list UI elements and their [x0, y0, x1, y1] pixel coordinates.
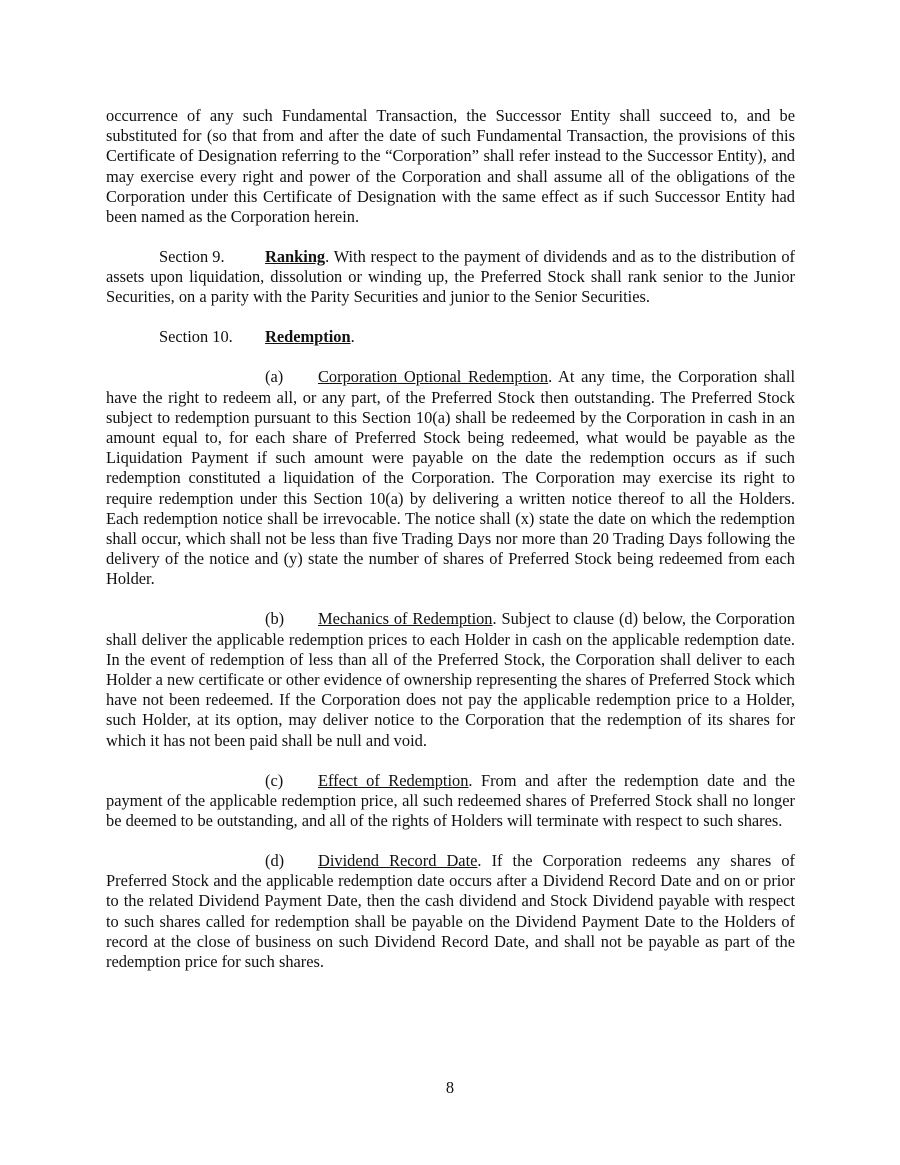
subsection-b-paragraph	[106, 609, 795, 750]
subsection-d-text: . If the Corporation redeems any shares of Preferred Stock and the applicable redemption date occurs after a Dividend Record Date and on or prior to the related Dividend Payment Date, then the cash dividend and Stock Dividend payable with respect to such shares called for redemption shall be payable on the Dividend Payment Date to the Holders of record at the close of business on such Dividend Record Date, and shall not be payable as part of the redemption price for such shares.	[106, 851, 795, 972]
subsection-c-heading: Effect of Redemption	[318, 770, 469, 790]
subsection-a-heading: Corporation Optional Redemption	[318, 367, 549, 387]
section-10-number: Section 10.	[159, 327, 233, 347]
section-9-paragraph	[106, 247, 795, 308]
subsection-d-paragraph	[106, 851, 795, 972]
subsection-c-label: (c)	[265, 770, 284, 790]
page-number: 8	[445, 1078, 455, 1097]
subsection-d-label: (d)	[265, 851, 285, 871]
section-9-heading: Ranking	[265, 247, 326, 267]
document-body	[106, 106, 795, 992]
subsection-a-text: . At any time, the Corporation shall have the right to redeem all, or any part, of the Preferred Stock then outstanding. The Preferred Stock subject to redemption pursuant to this Section 10(a) shall be redeemed by the Corporation in cash in an amount equal to, for each share of Preferred Stock being redeemed, what would be payable as the Liquidation Payment if such amount were payable on the date the redemption occurs as if such redemption constituted a liquidation of the Corporation. The Corporation may exercise its right to require redemption under this Section 10(a) by delivering a written notice thereof to all the Holders. Each redemption notice shall be irrevocable. The notice shall (x) state the date on which the redemption shall occur, which shall not be less than five Trading Days nor more than 20 Trading Days following the delivery of the notice and (y) state the number of shares of Preferred Stock being redeemed from each Holder.	[106, 367, 795, 589]
subsection-b-text: . Subject to clause (d) below, the Corporation shall deliver the applicable redemption prices to each Holder in cash on the applicable redemption date. In the event of redemption of less than all of the Preferred Stock, the Corporation shall deliver to each Holder a new certificate or other evidence of ownership representing the shares of Preferred Stock which have not been redeemed. If the Corporation does not pay the applicable redemption price to a Holder, such Holder, at its option, may deliver notice to the Corporation that the redemption of its shares for which it has not been paid shall be null and void.	[106, 609, 795, 750]
section-10-heading-punct: .	[350, 327, 355, 347]
subsection-c-text: . From and after the redemption date and the payment of the applicable redemption price, all such redeemed shares of Preferred Stock shall no longer be deemed to be outstanding, and all of the rights of Holders will terminate with respect to such shares.	[106, 770, 795, 831]
section-9-number: Section 9.	[159, 247, 225, 267]
section-9-text: With respect to the payment of dividends and as to the distribution of assets upon liquidation, dissolution or winding up, the Preferred Stock shall rank senior to the Junior Securities, on a parity with the Parity Securities and junior to the Senior Securities.	[106, 247, 795, 307]
subsection-b-label: (b)	[265, 609, 285, 629]
subsection-b-heading: Mechanics of Redemption	[318, 609, 493, 629]
section-10-heading-paragraph	[106, 327, 795, 347]
subsection-a-label: (a)	[265, 367, 284, 387]
continuation-paragraph: occurrence of any such Fundamental Transaction, the Successor Entity shall succeed to, and be substituted for (so that from and after the date of such Fundamental Transaction, the provisions of this Certificate of Designation referring to the “Corporation” shall refer instead to the Successor Entity), and may exercise every right and power of the Corporation and shall assume all of the obligations of the Corporation under this Certificate of Designation with the same effect as if such Successor Entity had been named as the Corporation herein.	[106, 106, 795, 227]
subsection-a-paragraph	[106, 367, 795, 589]
subsection-d-heading: Dividend Record Date	[318, 851, 478, 871]
section-9-heading-punct: .	[325, 247, 330, 267]
subsection-c-paragraph	[106, 771, 795, 832]
section-10-heading: Redemption	[265, 327, 351, 347]
